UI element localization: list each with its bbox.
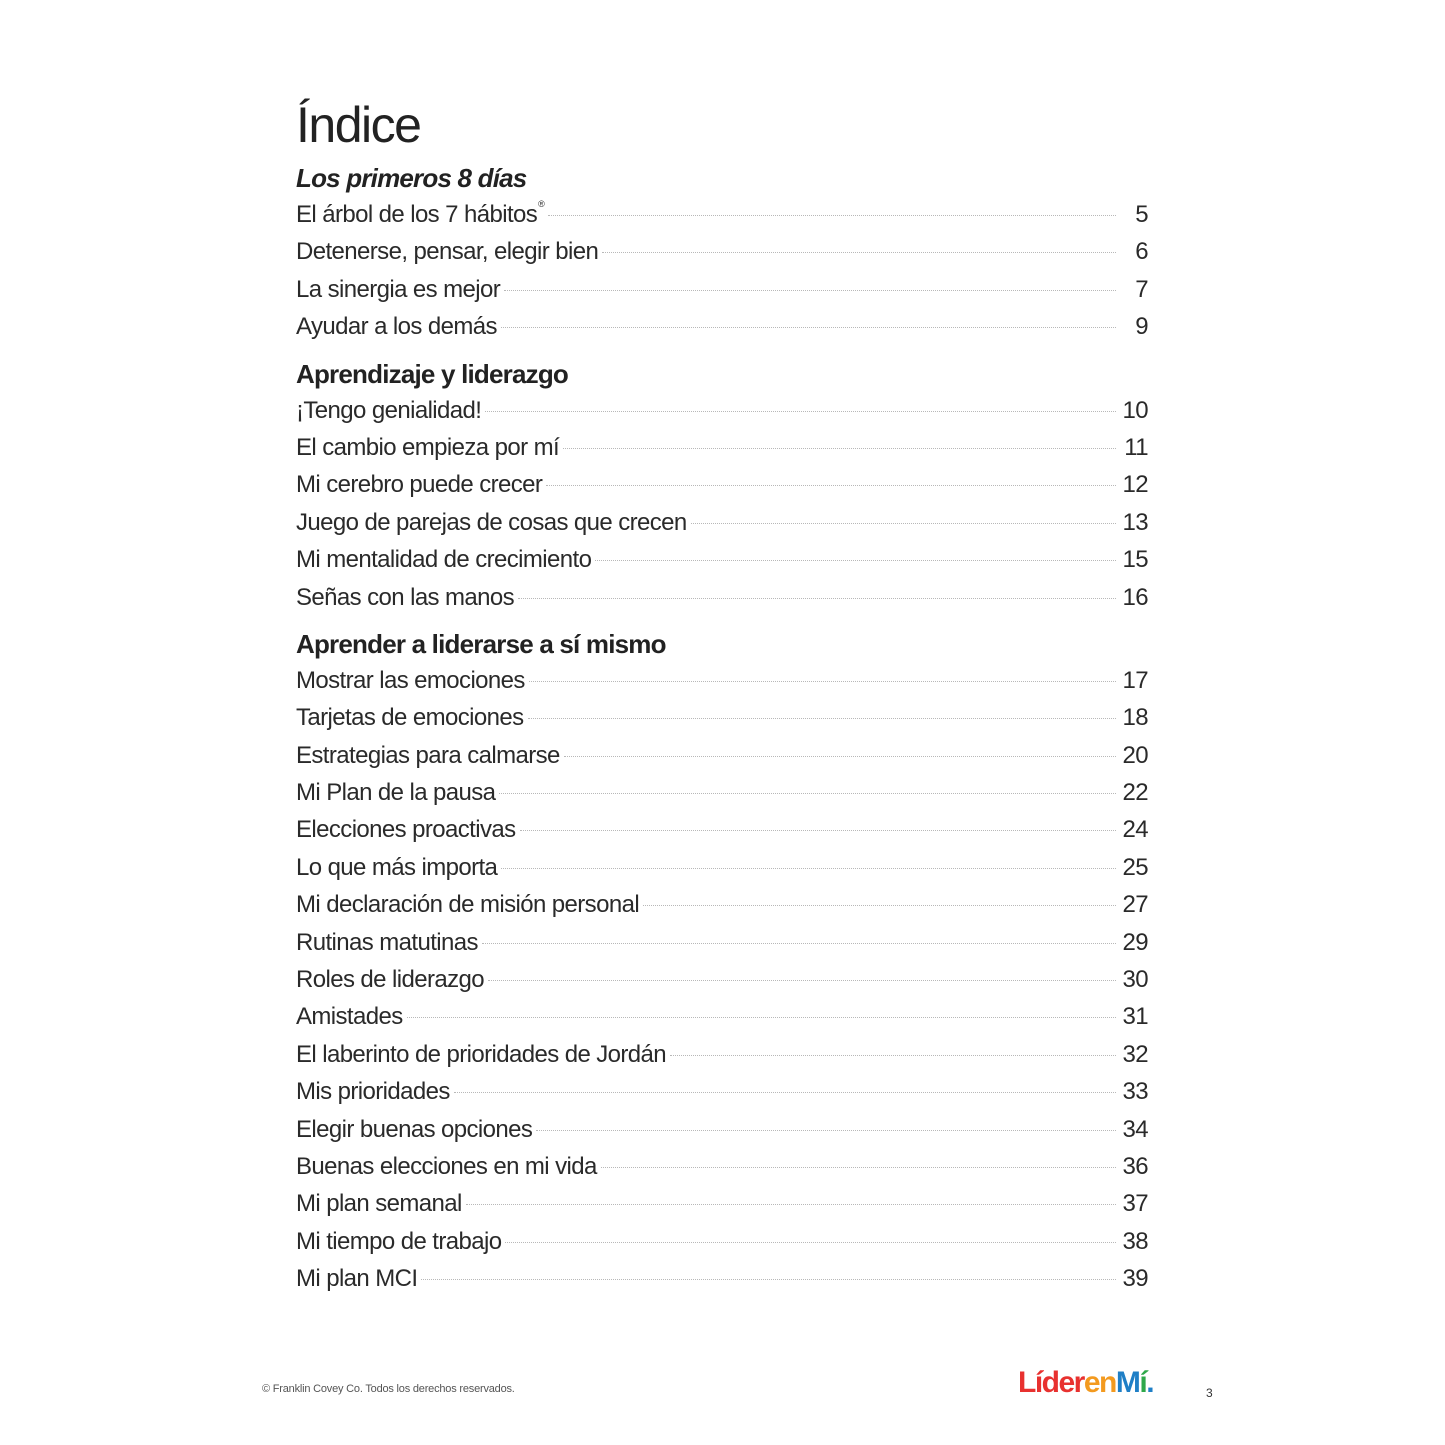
dot-leader [595,560,1116,561]
toc-entry-page: 18 [1122,704,1148,732]
toc-entry-page: 7 [1135,275,1148,303]
toc-entry [296,579,1148,616]
toc-entry-title [296,271,500,308]
toc-entry-page: 6 [1135,238,1148,266]
registered-trademark-mark: ® [538,199,545,209]
toc-entry-title-text: La sinergia es mejor [296,275,501,303]
toc-entry-page: 29 [1122,928,1148,956]
toc-entry-title-text: Lo que más importa [296,853,498,881]
logo-part: M [1115,1366,1140,1399]
toc-section [296,160,1148,346]
dot-leader [407,1017,1116,1018]
toc-entry-title [296,233,598,270]
toc-entry-page: 37 [1122,1190,1148,1218]
dot-leader [536,1130,1116,1131]
toc-entry-title [296,1111,532,1148]
dot-leader [601,1167,1116,1168]
toc-entry [296,466,1148,503]
toc-section [296,356,1148,616]
toc-entry [296,774,1148,811]
dot-leader [488,980,1116,981]
logo-part: en [1083,1366,1116,1399]
toc-entry-title-text: Señas con las manos [296,583,515,611]
dot-leader [501,868,1116,869]
toc-entry-title-text: Elecciones proactivas [296,816,516,844]
toc-entry-title-text: Mi Plan de la pausa [296,779,496,807]
toc-entry-title [296,429,559,466]
dot-leader [564,756,1116,757]
dot-leader [482,943,1116,944]
toc-entry [296,271,1148,308]
toc-entry [296,886,1148,923]
toc-entry-title [296,466,542,503]
toc-entry [296,1073,1148,1110]
toc-entry-title-text: El laberinto de prioridades de Jordán [296,1040,667,1068]
toc-entry-title [296,504,687,541]
toc-entry [296,961,1148,998]
page-number: 3 [1206,1386,1213,1400]
toc-entry [296,1185,1148,1222]
toc-entry-page: 12 [1122,471,1148,499]
toc-entry-page: 5 [1135,201,1148,228]
toc-entry-title [296,1036,666,1073]
toc-entry [296,998,1148,1035]
dot-leader [602,252,1116,253]
toc-entry-title [296,886,639,923]
toc-entry [296,1036,1148,1073]
section-heading: Los primeros 8 días [296,163,527,193]
toc-entry [296,392,1148,429]
toc-entry-title-text: Mi declaración de misión personal [296,891,640,919]
section-heading: Aprender a liderarse a sí mismo [296,628,666,659]
dot-leader [548,215,1116,216]
toc-entry-title [296,196,544,233]
toc-entry-title-text: Roles de liderazgo [296,966,484,994]
toc-entry-page: 34 [1122,1115,1148,1143]
toc-entry-page: 27 [1122,891,1148,919]
toc-entry [296,699,1148,736]
toc-entry [296,308,1148,345]
toc-entry-title-text: Mi plan semanal [296,1190,462,1218]
toc-entry-title [296,924,478,961]
dot-leader [504,290,1116,291]
dot-leader [528,718,1116,719]
toc-entry-title-text: Estrategias para calmarse [296,741,560,769]
dot-leader [520,830,1116,831]
dot-leader [529,681,1116,682]
toc-entry-page: 13 [1122,508,1148,536]
dot-leader [563,448,1116,449]
toc-sections [296,160,1148,1298]
toc-entry-title [296,961,484,998]
toc-entry [296,504,1148,541]
toc-entry-title [296,811,516,848]
toc-entry-title-text: Mi tiempo de trabajo [296,1227,502,1255]
toc-entry-page: 10 [1122,396,1148,424]
toc-entry-page: 25 [1122,853,1148,881]
toc-entry-page: 33 [1122,1078,1148,1106]
toc-entry-title-text: Mostrar las emociones [296,666,525,694]
toc-entry [296,924,1148,961]
dot-leader [670,1055,1116,1056]
toc-entry-page: 16 [1122,583,1148,611]
toc-entry-page: 11 [1124,433,1148,461]
toc-entry-title [296,737,560,774]
toc-entry [296,1148,1148,1185]
toc-entry-title-text: Mi plan MCI [296,1265,418,1293]
toc-entry-title [296,392,481,429]
toc-entry [296,662,1148,699]
toc-entry-title [296,1260,417,1297]
toc-entry-page: 22 [1122,779,1148,807]
toc-entry-title [296,1148,597,1185]
toc-entry-page: 15 [1122,546,1148,574]
toc-entry-title [296,774,495,811]
toc-entry-title-text: Mi mentalidad de crecimiento [296,546,592,574]
toc-entry [296,1260,1148,1297]
toc-entry [296,1111,1148,1148]
toc-entry [296,196,1148,233]
toc-entry-title-text: Ayudar a los demás [296,313,497,341]
toc-entry-title-text: Buenas elecciones en mi vida [296,1152,597,1180]
toc-entry-title [296,1073,450,1110]
toc-entry-page: 17 [1122,666,1148,694]
toc-entry-page: 36 [1122,1152,1148,1180]
toc-entry-page: 39 [1122,1265,1148,1293]
toc-entry-title-text: Amistades [296,1003,403,1031]
toc-entry-title [296,541,591,578]
toc-entry-page: 9 [1135,313,1148,341]
dot-leader [501,327,1116,328]
dot-leader [421,1279,1116,1280]
toc-entry [296,429,1148,466]
dot-leader [546,485,1116,486]
logo-part: . [1146,1366,1154,1399]
page-title: Índice [296,97,421,153]
toc-entry-title-text: Mi cerebro puede crecer [296,471,543,499]
lider-en-mi-logo [1018,1366,1153,1400]
dot-leader [466,1204,1116,1205]
toc-entry-page: 20 [1122,741,1148,769]
toc-entry-title-text: Tarjetas de emociones [296,704,524,732]
dot-leader [691,523,1116,524]
toc-entry-title [296,849,497,886]
dot-leader [499,793,1116,794]
toc-entry-title-text: Juego de parejas de cosas que crecen [296,508,687,536]
toc-entry-title-text: Detenerse, pensar, elegir bien [296,238,599,266]
dot-leader [643,905,1116,906]
toc-entry-page: 24 [1122,816,1148,844]
toc-entry-page: 32 [1122,1040,1148,1068]
toc-entry-title-text: Elegir buenas opciones [296,1115,533,1143]
section-heading: Aprendizaje y liderazgo [296,358,569,389]
toc-entry-title-text: Mis prioridades [296,1078,450,1106]
toc-entry-page: 31 [1122,1003,1148,1031]
toc-entry [296,233,1148,270]
toc-entry [296,541,1148,578]
dot-leader [505,1242,1116,1243]
toc-entry-title [296,1223,501,1260]
toc-entry-title [296,579,514,616]
toc-section [296,626,1148,1298]
dot-leader [454,1092,1116,1093]
toc-entry-page: 38 [1122,1227,1148,1255]
toc-entry [296,849,1148,886]
toc-entry-title-text: El árbol de los 7 hábitos [296,201,538,228]
toc-entry-title [296,1185,462,1222]
dot-leader [518,598,1116,599]
toc-entry [296,1223,1148,1260]
logo-part: Líder [1018,1366,1084,1399]
toc-entry-title [296,998,403,1035]
footer-copyright: © Franklin Covey Co. Todos los derechos reservados. [262,1383,515,1395]
dot-leader [485,411,1116,412]
toc-entry-title [296,699,524,736]
toc-entry-page: 30 [1122,966,1148,994]
toc-entry [296,737,1148,774]
toc-entry-title [296,308,497,345]
toc-entry-title-text: Rutinas matutinas [296,928,478,956]
toc-entry [296,811,1148,848]
toc-entry-title-text: El cambio empieza por mí [296,433,560,461]
logo-part: í [1139,1366,1147,1399]
toc-entry-title [296,662,525,699]
toc-entry-title-text: ¡Tengo genialidad! [296,396,482,424]
table-of-contents [296,94,1148,1298]
